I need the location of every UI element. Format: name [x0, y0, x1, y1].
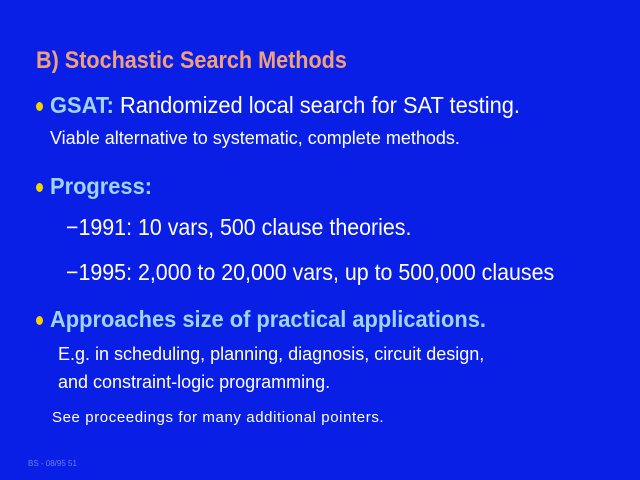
- proceedings-note: See proceedings for many additional pointers.: [52, 409, 385, 426]
- bullet-gsat-key: GSAT:: [50, 92, 114, 118]
- bullet-applications: Approaches size of practical applications.: [50, 306, 486, 332]
- applications-examples-line2: and constraint-logic programming.: [58, 372, 331, 392]
- progress-item-1991: −1991: 10 vars, 500 clause theories.: [66, 214, 412, 240]
- bullet-progress: Progress:: [50, 173, 153, 199]
- progress-item-1995: −1995: 2,000 to 20,000 vars, up to 500,000 clauses: [66, 259, 555, 285]
- bullet-gsat-text: Randomized local search for SAT testing.: [113, 92, 520, 118]
- bullet-dot-icon: [36, 316, 43, 325]
- bullet-dot-icon: [36, 102, 43, 111]
- bullet-dot-icon: [36, 183, 43, 192]
- applications-examples-line1: E.g. in scheduling, planning, diagnosis, circuit design,: [58, 344, 485, 364]
- bullet-gsat: [50, 92, 520, 119]
- slide-title: B) Stochastic Search Methods: [36, 47, 347, 74]
- bullet-gsat-sub: Viable alternative to systematic, complete methods.: [50, 128, 460, 148]
- slide-footer: BS - 08/95 51: [28, 459, 77, 468]
